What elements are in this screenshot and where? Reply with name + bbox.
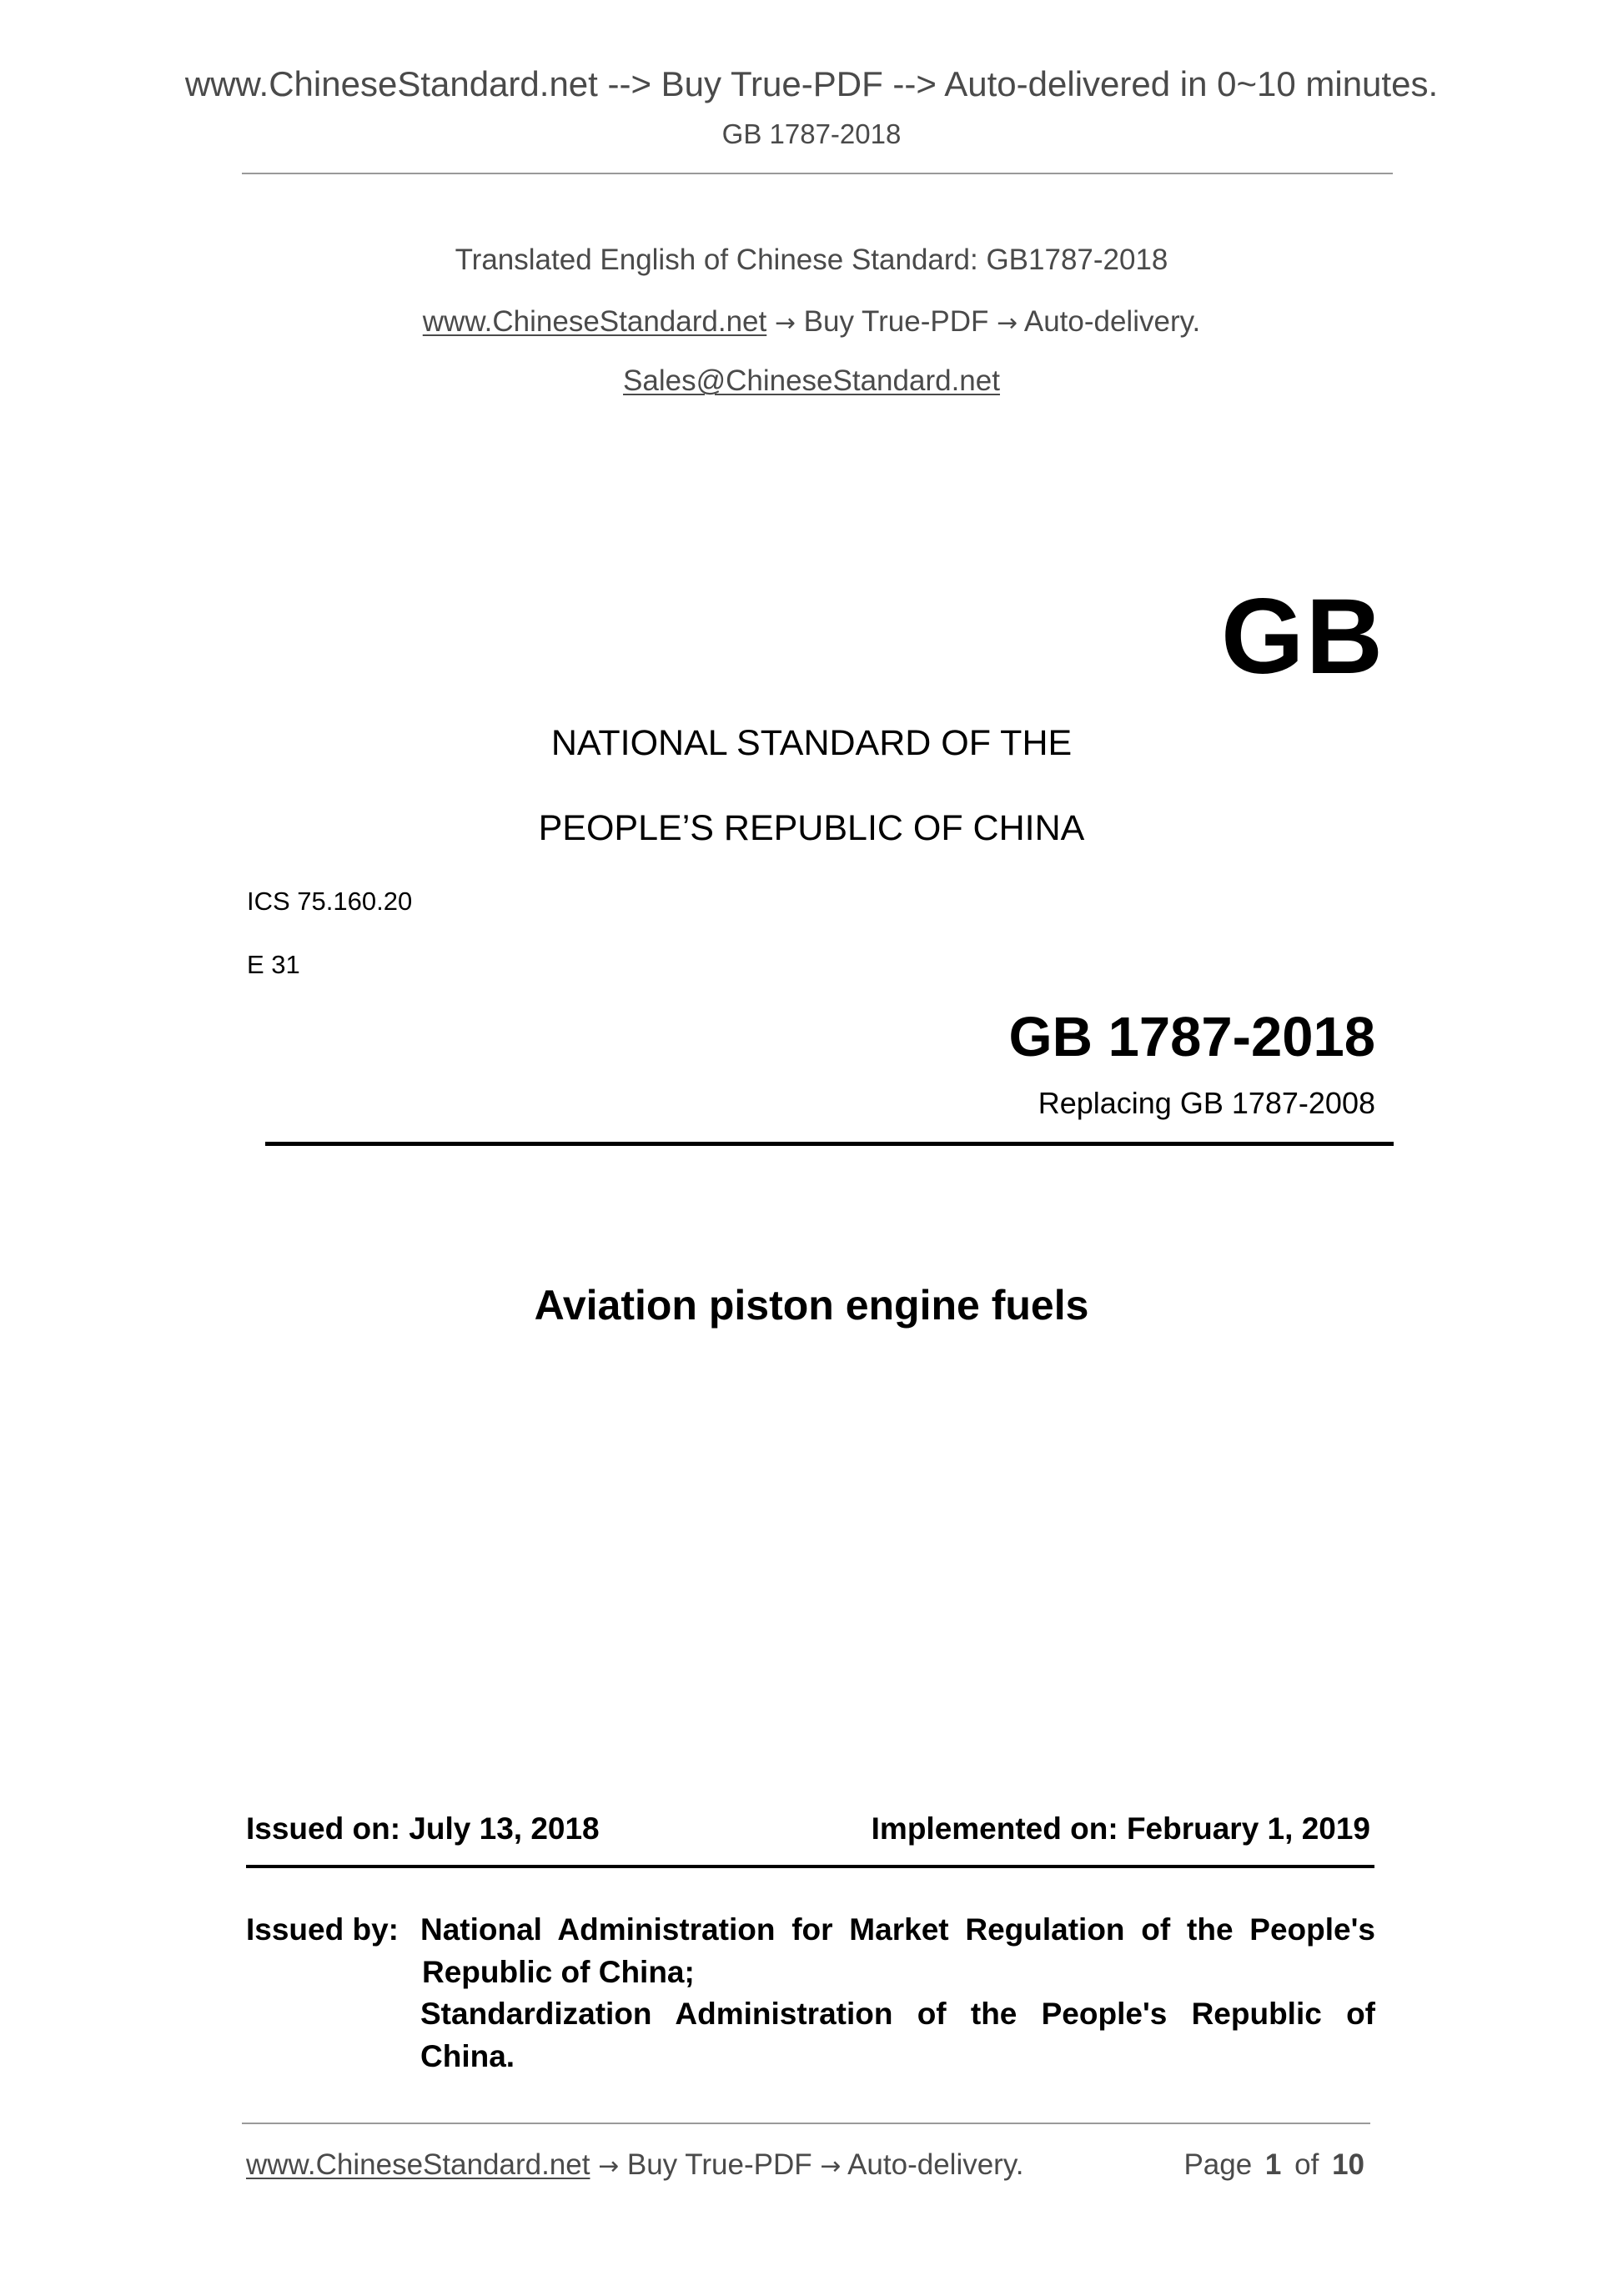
page-indicator xyxy=(1183,2148,1364,2183)
issued-by-line: National Administration for Market Regulation of the People's xyxy=(420,1912,1375,1947)
dates-rule xyxy=(246,1865,1374,1868)
footer-links-row xyxy=(246,2148,1023,2184)
arrow-right-icon: → xyxy=(997,309,1018,338)
gb-mark: GB xyxy=(1221,577,1384,696)
site-link[interactable]: www.ChineseStandard.net xyxy=(422,305,767,338)
footer-site-link[interactable]: www.ChineseStandard.net xyxy=(246,2148,590,2181)
issued-by-line: China. xyxy=(420,2039,515,2073)
page-word: Page xyxy=(1183,2148,1253,2181)
auto-delivery-text: Auto-delivery. xyxy=(1023,305,1201,338)
translated-line: Translated English of Chinese Standard: GB1787-2018 xyxy=(455,244,1168,276)
of-word: of xyxy=(1294,2148,1319,2181)
ics-code: ICS 75.160.20 xyxy=(247,887,413,916)
footer-delivery-text: Auto-delivery. xyxy=(847,2148,1024,2181)
national-standard-line1: NATIONAL STANDARD OF THE xyxy=(550,723,1073,763)
header-divider xyxy=(242,173,1393,174)
arrow-right-icon: → xyxy=(820,2152,842,2181)
issued-by-line: Republic of China; xyxy=(422,1955,695,1989)
page-total: 10 xyxy=(1332,2148,1364,2181)
standard-number: GB 1787-2018 xyxy=(1008,1006,1375,1068)
sales-email-link[interactable]: Sales@ChineseStandard.net xyxy=(623,364,1000,397)
cover-top-rule xyxy=(265,1142,1394,1146)
arrow-right-icon: → xyxy=(774,309,796,338)
document-title: Aviation piston engine fuels xyxy=(534,1282,1089,1329)
replacing-note: Replacing GB 1787-2008 xyxy=(1038,1086,1375,1120)
issued-by-label: Issued by: xyxy=(246,1912,399,1947)
footer-buy-text: Buy True-PDF xyxy=(626,2148,812,2181)
buy-true-pdf-text: Buy True-PDF xyxy=(803,305,989,338)
footer-divider xyxy=(242,2123,1370,2124)
header-doc-code: GB 1787-2018 xyxy=(721,118,902,149)
national-standard-line2: PEOPLE’S REPUBLIC OF CHINA xyxy=(538,808,1085,848)
issued-on: Issued on: July 13, 2018 xyxy=(246,1811,600,1846)
issued-by-line: Standardization Administration of the People's Republic of xyxy=(420,1997,1375,2031)
ccs-code: E 31 xyxy=(247,950,300,979)
header-banner: www.ChineseStandard.net --> Buy True-PDF --> Auto-delivered in 0~10 minutes. xyxy=(184,64,1439,103)
page-current: 1 xyxy=(1264,2148,1282,2181)
promo-links-row xyxy=(0,304,1623,341)
implemented-on: Implemented on: February 1, 2019 xyxy=(871,1811,1370,1846)
arrow-right-icon: → xyxy=(598,2152,620,2181)
email-row xyxy=(0,364,1623,399)
